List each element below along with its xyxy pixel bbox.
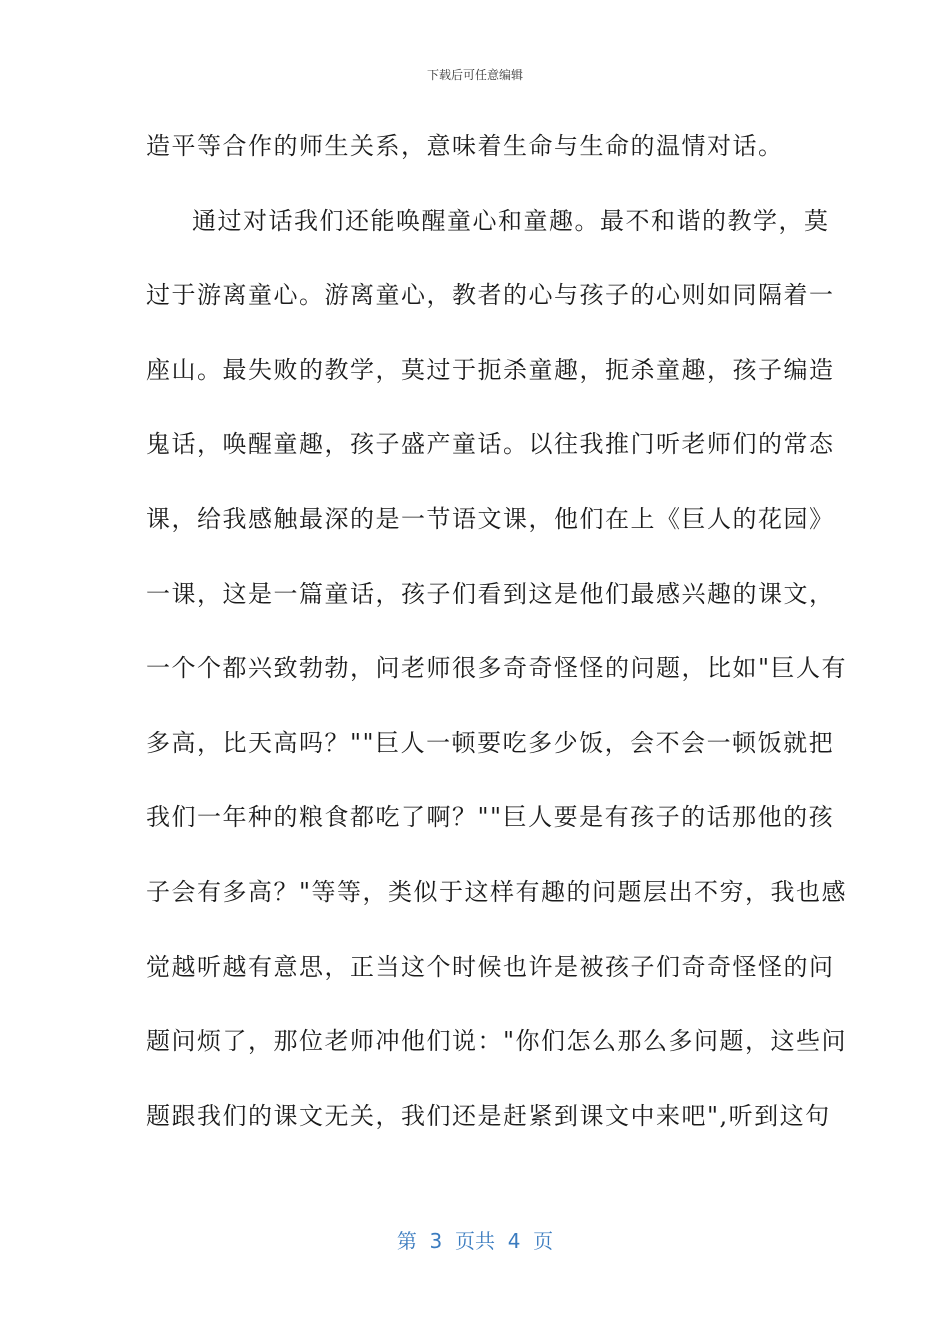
text-line: 鬼话，唤醒童趣，孩子盛产童话。以往我推门听老师们的常态 — [146, 430, 835, 459]
text-line: 子会有多高？"等等，类似于这样有趣的问题层出不穷，我也感 — [146, 877, 848, 906]
text-line: 过于游离童心。游离童心，教者的心与孩子的心则如同隔着一 — [146, 281, 835, 310]
text-line: 一个个都兴致勃勃，问老师很多奇奇怪怪的问题，比如"巨人有 — [146, 654, 848, 683]
text-line: 题跟我们的课文无关，我们还是赶紧到课文中来吧",听到这句 — [146, 1101, 831, 1130]
page-header-note: 下载后可任意编辑 — [426, 68, 523, 82]
text-line: 多高，比天高吗？""巨人一顿要吃多少饭，会不会一顿饭就把 — [146, 728, 835, 757]
text-line: 课，给我感触最深的是一节语文课，他们在上《巨人的花园》 — [146, 504, 835, 533]
text-line: 题问烦了，那位老师冲他们说："你们怎么那么多问题，这些问 — [146, 1027, 848, 1056]
text-line: 通过对话我们还能唤醒童心和童趣。最不和谐的教学，莫 — [192, 206, 830, 235]
text-line: 座山。最失败的教学，莫过于扼杀童趣，扼杀童趣，孩子编造 — [146, 355, 835, 384]
text-line: 觉越听越有意思，正当这个时候也许是被孩子们奇奇怪怪的问 — [146, 952, 835, 981]
body-text — [146, 124, 848, 1168]
text-line: 一课，这是一篇童话，孩子们看到这是他们最感兴趣的课文， — [146, 579, 835, 608]
page-number: 第 3 页共 4 页 — [396, 1229, 554, 1253]
text-line: 造平等合作的师生关系，意味着生命与生命的温情对话。 — [146, 132, 784, 160]
text-line: 我们一年种的粮食都吃了啊？""巨人要是有孩子的话那他的孩 — [146, 803, 835, 832]
